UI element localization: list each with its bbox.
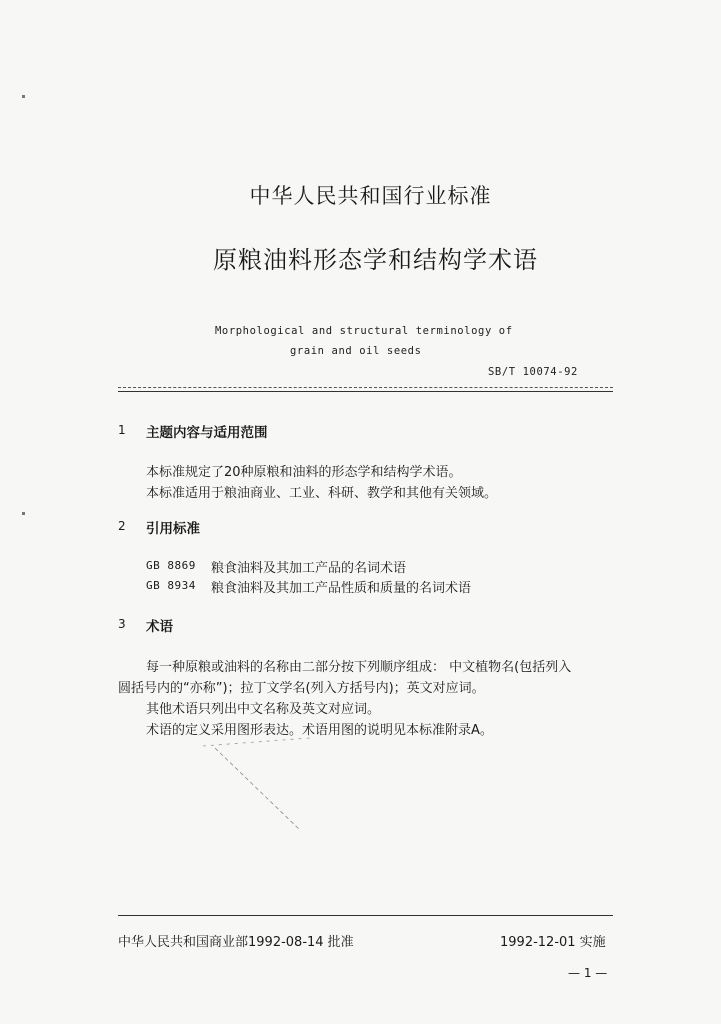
section-3-paragraph: 术语的定义采用图形表达。术语用图的说明见本标准附录A。	[146, 723, 493, 738]
standard-category: 中华人民共和国行业标准	[249, 184, 492, 208]
reference-code: GB 8869	[146, 559, 196, 572]
section-3-number: 3	[118, 617, 126, 631]
scan-speck	[22, 95, 25, 98]
scan-artifact-marks	[195, 730, 325, 840]
document-title-en-line2: grain and oil seeds	[290, 345, 422, 357]
section-1-paragraph: 本标准适用于粮油商业、工业、科研、教学和其他有关领域。	[146, 486, 498, 501]
document-title-cn: 原粮油料形态学和结构学术语	[213, 246, 538, 274]
section-3-paragraph: 圆括号内的“亦称”)；拉丁文学名(列入方括号内)；英文对应词。	[118, 681, 485, 696]
document-title-en-line1: Morphological and structural terminology of	[215, 325, 513, 337]
header-rule-top	[118, 387, 613, 388]
scan-speck	[22, 512, 25, 515]
footer-rule	[118, 915, 613, 916]
section-1-title: 主题内容与适用范围	[146, 425, 268, 441]
section-3-paragraph: 每一种原粮或油料的名称由二部分按下列顺序组成： 中文植物名(包括列入	[146, 660, 572, 675]
reference-title: 粮食油料及其加工产品性质和质量的名词术语	[211, 581, 472, 596]
section-1-paragraph: 本标准规定了20种原粮和油料的形态学和结构学术语。	[146, 465, 462, 480]
approval-line: 中华人民共和国商业部1992-08-14 批准	[118, 935, 354, 950]
implementation-line: 1992-12-01 实施	[500, 935, 606, 950]
section-1-number: 1	[118, 423, 126, 437]
reference-code: GB 8934	[146, 579, 196, 592]
section-3-title: 术语	[146, 619, 173, 635]
reference-title: 粮食油料及其加工产品的名词术语	[211, 561, 407, 576]
section-2-title: 引用标准	[146, 521, 200, 537]
standard-code: SB/T 10074-92	[488, 366, 578, 378]
section-3-paragraph: 其他术语只列出中文名称及英文对应词。	[146, 702, 381, 717]
section-2-number: 2	[118, 519, 126, 533]
header-rule-bottom	[118, 391, 613, 392]
page-number: — 1 —	[568, 966, 608, 980]
